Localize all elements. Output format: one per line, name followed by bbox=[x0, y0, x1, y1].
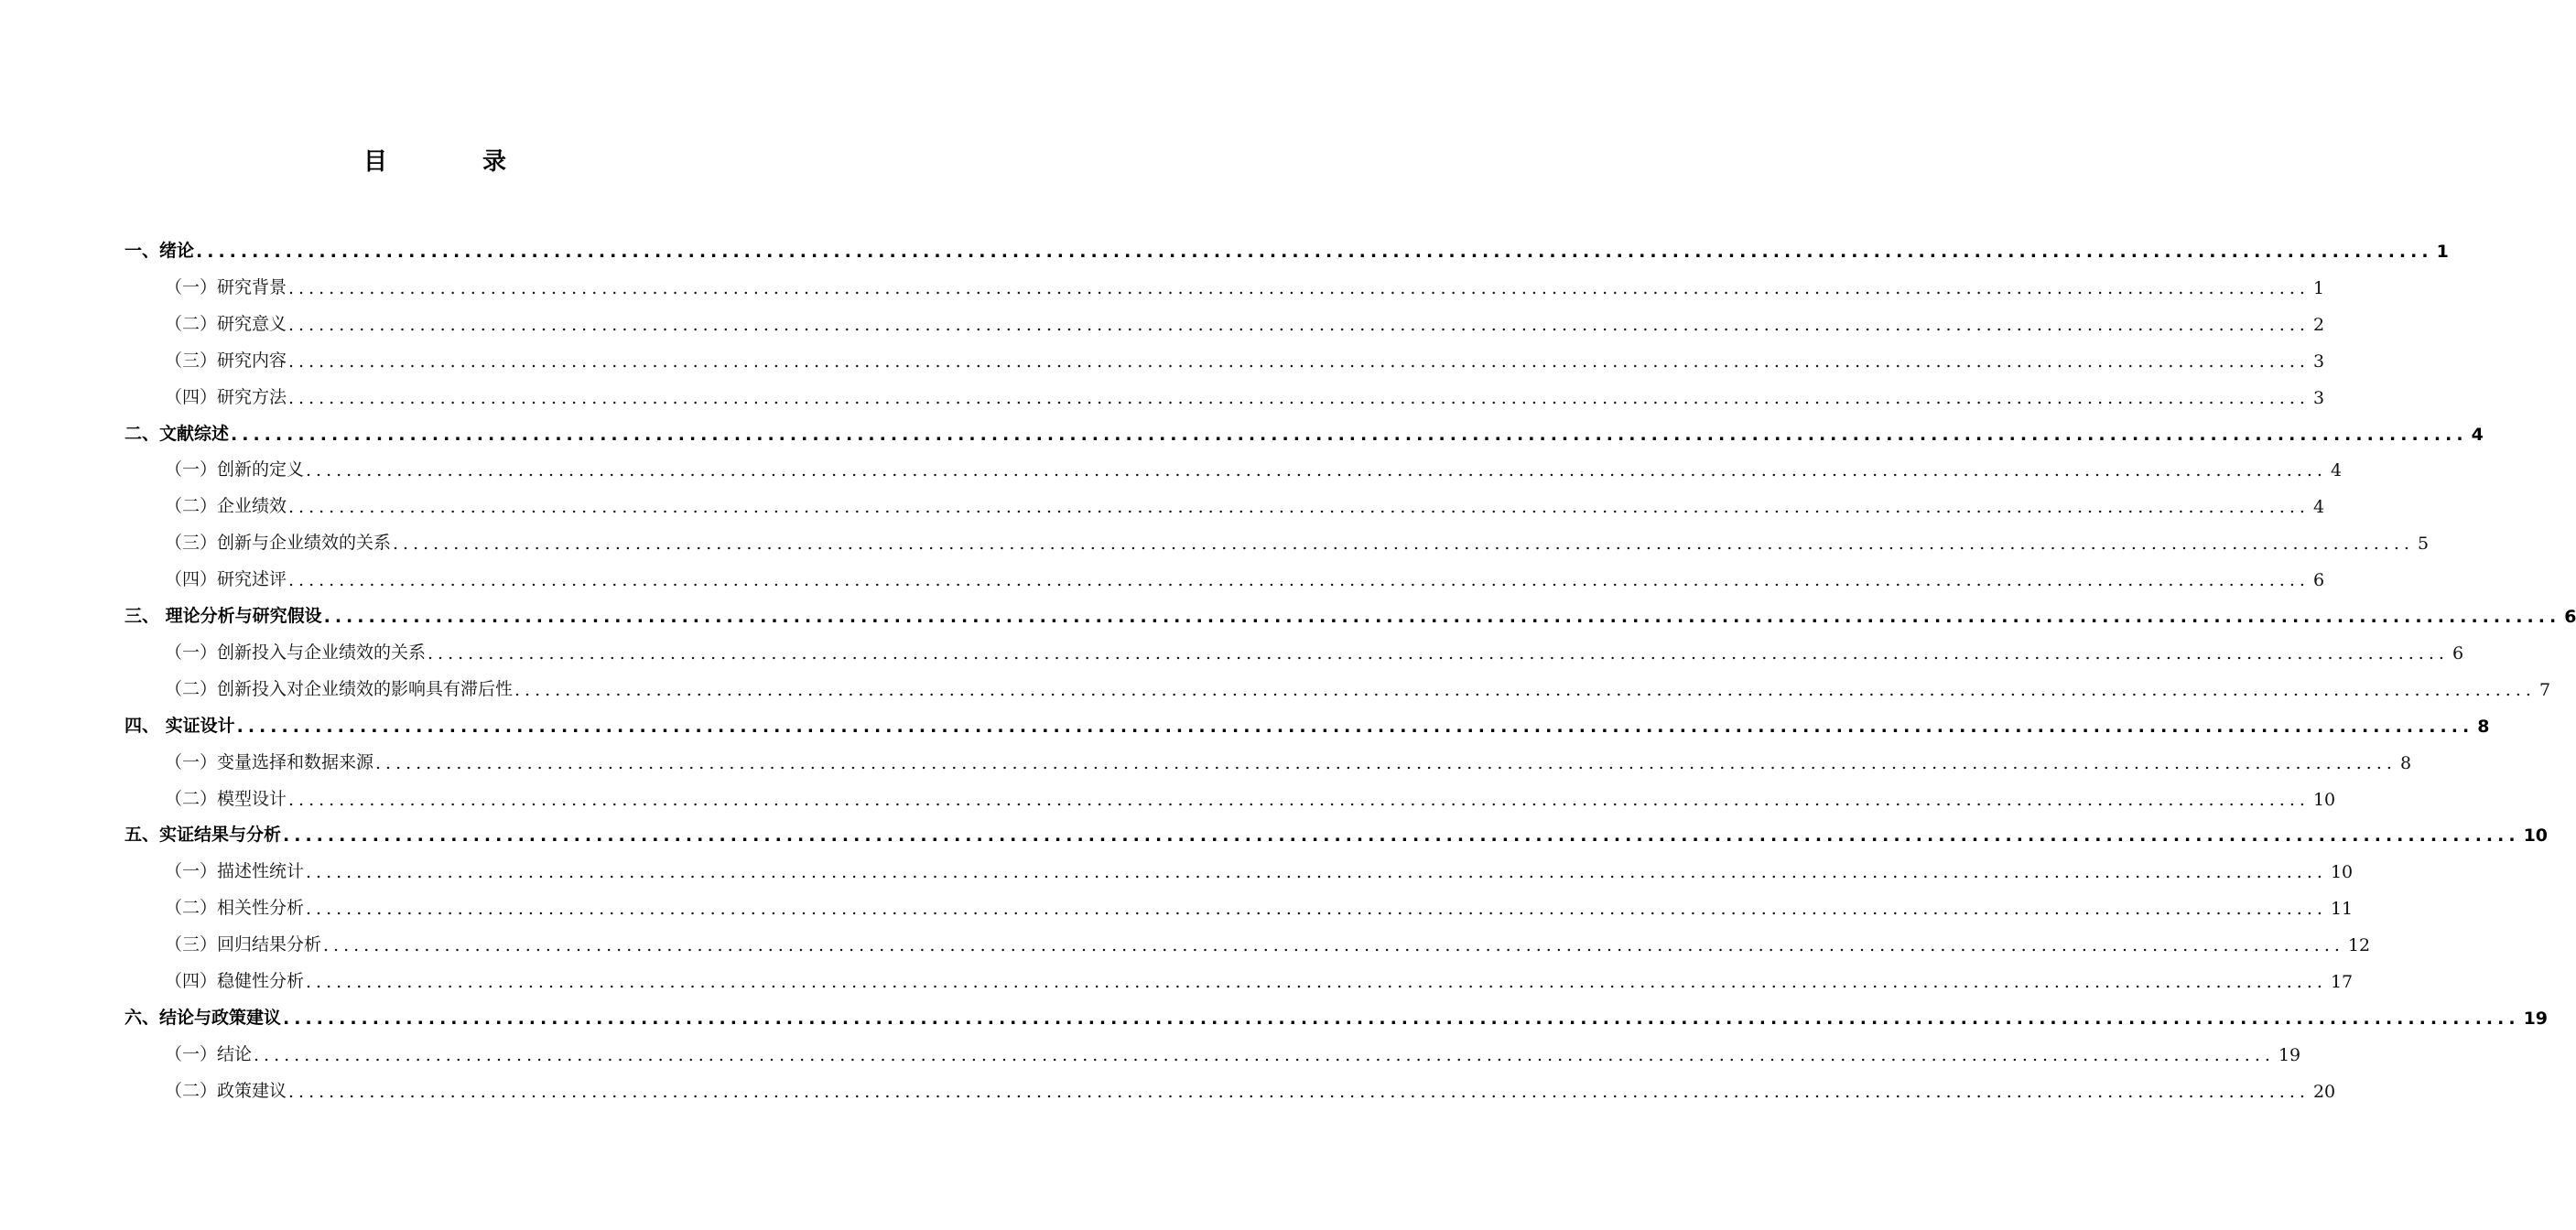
toc-page-number: 1 bbox=[2312, 277, 2325, 298]
toc-dot-leader: ........................................................................................................................................................................................................ bbox=[393, 534, 2414, 555]
toc-page-number: 6 bbox=[2564, 607, 2576, 627]
toc-entry-label: 五、实证结果与分析 bbox=[124, 825, 282, 846]
toc-dot-leader: ........................................................................................................................................................................................................ bbox=[236, 716, 2474, 737]
toc-entry-label: （二）企业绩效 bbox=[165, 496, 287, 517]
toc-entry-label: （四）研究述评 bbox=[165, 569, 287, 590]
toc-entry-label: （一）创新投入与企业绩效的关系 bbox=[165, 642, 427, 663]
toc-dot-leader: ........................................................................................................................................................................................................ bbox=[306, 460, 2327, 481]
toc-entry-label: 一、绪论 bbox=[124, 241, 195, 261]
toc-section-entry[interactable] bbox=[0, 444, 2343, 481]
toc-dot-leader: ........................................................................................................................................................................................................ bbox=[288, 277, 2310, 298]
toc-dot-leader: ........................................................................................................................................................................................................ bbox=[288, 387, 2310, 408]
toc-entry-label: （二）相关性分析 bbox=[165, 898, 305, 919]
toc-dot-leader: ........................................................................................................................................................................................................ bbox=[323, 935, 2344, 956]
toc-dot-leader: ........................................................................................................................................................................................................ bbox=[514, 679, 2536, 700]
toc-entry-label: （三）创新与企业绩效的关系 bbox=[165, 533, 392, 554]
toc-entry-label: （二）创新投入对企业绩效的影响具有滞后性 bbox=[165, 678, 514, 699]
toc-page-number: 19 bbox=[2523, 1008, 2549, 1029]
toc-section-entry[interactable] bbox=[0, 1029, 2301, 1065]
toc-page-number: 2 bbox=[2312, 314, 2325, 335]
toc-section-entry[interactable] bbox=[0, 773, 2336, 810]
toc-entry-label: （四）研究方法 bbox=[165, 386, 287, 407]
toc-entry-label: 六、结论与政策建议 bbox=[124, 1007, 282, 1028]
toc-section-entry[interactable] bbox=[0, 517, 2430, 555]
toc-dot-leader: ........................................................................................................................................................................................................ bbox=[288, 570, 2310, 591]
toc-dot-leader: ........................................................................................................................................................................................................ bbox=[306, 862, 2327, 883]
toc-dot-leader: ........................................................................................................................................................................................................ bbox=[283, 825, 2520, 847]
toc-dot-leader: ........................................................................................................................................................................................................ bbox=[196, 242, 2433, 262]
toc-dot-leader: ........................................................................................................................................................................................................ bbox=[323, 607, 2561, 627]
toc-chapter-entry[interactable] bbox=[0, 225, 2449, 262]
toc-dot-leader: ........................................................................................................................................................................................................ bbox=[306, 899, 2327, 920]
toc-entry-label: （二）研究意义 bbox=[165, 313, 287, 334]
toc-chapter-entry[interactable] bbox=[0, 700, 2490, 737]
toc-page-number: 5 bbox=[2417, 534, 2430, 555]
toc-page-number: 11 bbox=[2330, 899, 2354, 920]
toc-dot-leader: ........................................................................................................................................................................................................ bbox=[306, 972, 2327, 992]
toc-dot-leader: ........................................................................................................................................................................................................ bbox=[288, 497, 2310, 518]
toc-chapter-entry[interactable] bbox=[0, 809, 2549, 847]
toc-section-entry[interactable] bbox=[0, 372, 2325, 408]
toc-section-entry[interactable] bbox=[0, 664, 2551, 700]
toc-title bbox=[0, 143, 870, 177]
toc-page-number: 17 bbox=[2330, 972, 2354, 992]
toc-section-entry[interactable] bbox=[0, 882, 2354, 920]
toc-page-number: 3 bbox=[2312, 387, 2325, 408]
toc-dot-leader: ........................................................................................................................................................................................................ bbox=[375, 752, 2397, 773]
toc-page-number: 20 bbox=[2312, 1081, 2336, 1102]
toc-page-number: 6 bbox=[2452, 642, 2464, 664]
toc-page-number: 19 bbox=[2278, 1044, 2301, 1065]
toc-page-number: 10 bbox=[2330, 862, 2354, 883]
toc-entry-label: （二）政策建议 bbox=[165, 1080, 287, 1101]
toc-page-number: 1 bbox=[2436, 242, 2449, 262]
toc-entry-label: （三）回归结果分析 bbox=[165, 934, 322, 955]
toc-page-number: 12 bbox=[2347, 935, 2371, 956]
toc-entry-label: （一）描述性统计 bbox=[165, 861, 305, 882]
toc-page-number: 8 bbox=[2399, 752, 2412, 773]
toc-section-entry[interactable] bbox=[0, 955, 2354, 992]
toc-dot-leader: ........................................................................................................................................................................................................ bbox=[283, 1008, 2520, 1029]
toc-entry-label: （一）创新的定义 bbox=[165, 459, 305, 480]
toc-entry-label: （一）研究背景 bbox=[165, 276, 287, 297]
toc-dot-leader: ........................................................................................................................................................................................................ bbox=[288, 1081, 2310, 1102]
toc-entry-label: 二、文献综述 bbox=[124, 423, 230, 444]
toc-section-entry[interactable] bbox=[0, 1065, 2336, 1102]
toc-section-entry[interactable] bbox=[0, 262, 2325, 298]
toc-entry-label: （三）研究内容 bbox=[165, 350, 287, 371]
toc-title-left: 目 bbox=[363, 148, 387, 176]
toc-page-number: 4 bbox=[2330, 460, 2343, 481]
toc-title-right: 录 bbox=[482, 148, 507, 176]
toc-chapter-entry[interactable] bbox=[0, 992, 2549, 1029]
toc-dot-leader: ........................................................................................................................................................................................................ bbox=[254, 1044, 2275, 1065]
toc-section-entry[interactable] bbox=[0, 554, 2325, 591]
toc-entry-label: （一）变量选择和数据来源 bbox=[165, 751, 374, 772]
toc-section-entry[interactable] bbox=[0, 335, 2325, 372]
toc-page-number: 7 bbox=[2538, 679, 2551, 700]
toc-section-entry[interactable] bbox=[0, 298, 2325, 335]
toc-page-number: 4 bbox=[2312, 497, 2325, 518]
toc-page-number: 10 bbox=[2523, 825, 2549, 847]
toc-dot-leader: ........................................................................................................................................................................................................ bbox=[428, 642, 2449, 664]
toc-entry-label: 三、 理论分析与研究假设 bbox=[124, 606, 322, 626]
toc-chapter-entry[interactable] bbox=[0, 408, 2484, 445]
toc-page-number: 6 bbox=[2312, 570, 2325, 591]
toc-page-number: 10 bbox=[2312, 789, 2336, 810]
toc-section-entry[interactable] bbox=[0, 480, 2325, 518]
toc-page-number: 3 bbox=[2312, 351, 2325, 372]
toc-dot-leader: ........................................................................................................................................................................................................ bbox=[288, 789, 2310, 810]
toc-page-number: 4 bbox=[2471, 424, 2484, 445]
toc-entry-label: （二）模型设计 bbox=[165, 788, 287, 809]
toc-section-entry[interactable] bbox=[0, 846, 2354, 883]
toc-section-entry[interactable] bbox=[0, 627, 2464, 664]
toc-entry-label: 四、 实证设计 bbox=[124, 715, 235, 736]
toc-entry-label: （一）结论 bbox=[165, 1043, 253, 1064]
toc-entry-label: （四）稳健性分析 bbox=[165, 971, 305, 991]
toc-chapter-entry[interactable] bbox=[0, 590, 2576, 627]
toc-dot-leader: ........................................................................................................................................................................................................ bbox=[231, 424, 2468, 445]
toc-section-entry[interactable] bbox=[0, 737, 2412, 773]
toc-section-entry[interactable] bbox=[0, 919, 2371, 956]
toc-page-number: 8 bbox=[2477, 716, 2490, 737]
toc-dot-leader: ........................................................................................................................................................................................................ bbox=[288, 351, 2310, 372]
toc-dot-leader: ........................................................................................................................................................................................................ bbox=[288, 314, 2310, 335]
